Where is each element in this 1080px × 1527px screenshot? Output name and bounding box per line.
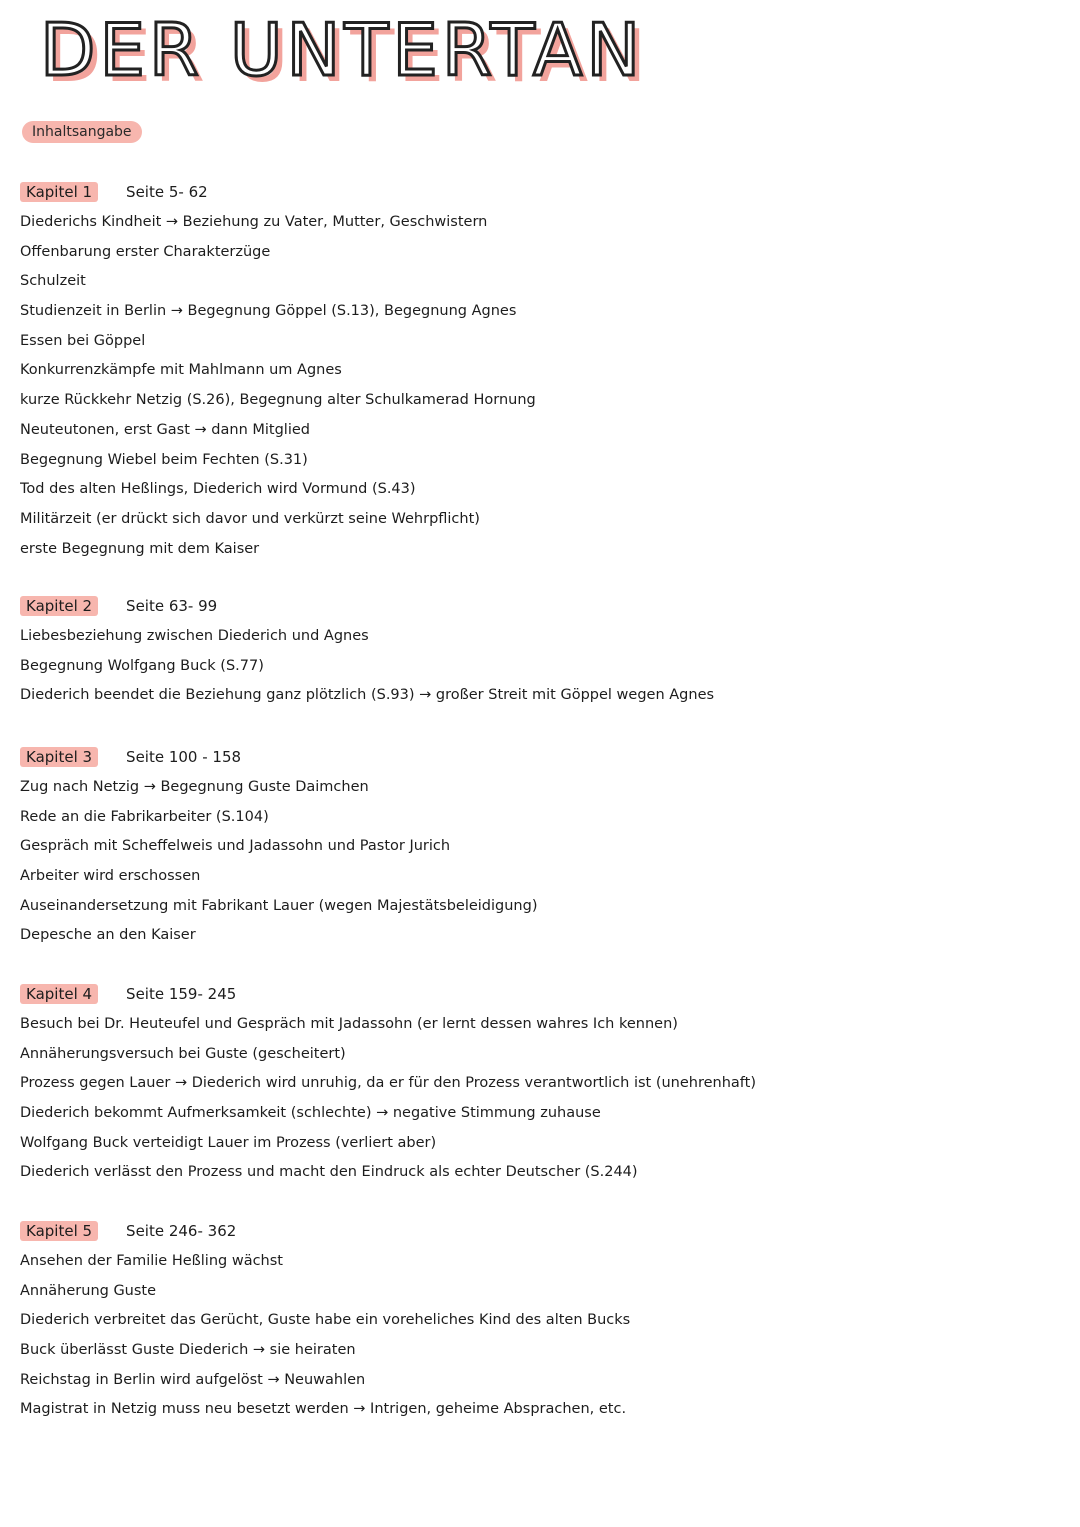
summary-line: Annäherung Guste (20, 1282, 157, 1299)
summary-line: kurze Rückkehr Netzig (S.26), Begegnung alter Schulkamerad Hornung (20, 392, 536, 409)
summary-line: Buck überlässt Guste Diederich → sie heiraten (20, 1342, 356, 1359)
summary-line: Begegnung Wiebel beim Fechten (S.31) (20, 451, 308, 468)
chapter-header (20, 180, 1060, 204)
chapter-summary-list (20, 1247, 1060, 1425)
chapter-page-range: Seite 100 - 158 (126, 748, 242, 766)
summary-line: Militärzeit (er drückt sich davor und verkürzt seine Wehrpflicht) (20, 510, 480, 527)
summary-line: Rede an die Fabrikarbeiter (S.104) (20, 808, 269, 825)
summary-line: Besuch bei Dr. Heuteufel und Gespräch mit Jadassohn (er lernt dessen wahres Ich kennen) (20, 1016, 678, 1032)
summary-line: Zug nach Netzig → Begegnung Guste Daimchen (20, 779, 369, 795)
summary-line: Auseinandersetzung mit Fabrikant Lauer (wegen Majestätsbeleidigung) (20, 897, 538, 914)
chapter-header (20, 982, 1060, 1006)
summary-line: Diederich verbreitet das Gerücht, Guste habe ein voreheliches Kind des alten Bucks (20, 1312, 631, 1329)
chapter-summary-list (20, 1010, 1060, 1188)
chapter-summary-list (20, 773, 1060, 951)
chapter-summary-list (20, 208, 1060, 564)
summary-line: Annäherungsversuch bei Guste (gescheitert) (20, 1045, 346, 1062)
summary-line: Magistrat in Netzig muss neu besetzt werden → Intrigen, geheime Absprachen, etc. (20, 1401, 627, 1418)
chapter-label: Kapitel 3 (20, 747, 98, 767)
summary-line: Wolfgang Buck verteidigt Lauer im Prozess (verliert aber) (20, 1134, 437, 1151)
chapter-label: Kapitel 1 (20, 182, 98, 202)
chapter-2 (20, 594, 1060, 711)
summary-line: Gespräch mit Scheffelweis und Jadassohn und Pastor Jurich (20, 838, 451, 855)
summary-line: Konkurrenzkämpfe mit Mahlmann um Agnes (20, 362, 342, 379)
chapter-1 (20, 180, 1060, 564)
page-title: DER UNTERTAN (40, 8, 645, 92)
chapter-page-range: Seite 63- 99 (126, 597, 218, 615)
summary-line: Diederich bekommt Aufmerksamkeit (schlechte) → negative Stimmung zuhause (20, 1105, 601, 1122)
chapter-header (20, 1219, 1060, 1243)
chapter-label: Kapitel 5 (20, 1221, 98, 1241)
summary-line: Essen bei Göppel (20, 332, 146, 349)
summary-line: Prozess gegen Lauer → Diederich wird unruhig, da er für den Prozess verantwortlich ist (unehrenhaft) (20, 1075, 756, 1092)
chapter-4 (20, 982, 1060, 1188)
summary-line: Reichstag in Berlin wird aufgelöst → Neuwahlen (20, 1371, 366, 1388)
summary-line: Neuteutonen, erst Gast → dann Mitglied (20, 421, 310, 438)
summary-line: Diederich verlässt den Prozess und macht den Eindruck als echter Deutscher (S.244) (20, 1164, 638, 1181)
chapter-page-range: Seite 246- 362 (126, 1222, 237, 1240)
chapter-summary-list (20, 622, 1060, 711)
summary-line: Arbeiter wird erschossen (20, 868, 201, 885)
chapter-page-range: Seite 159- 245 (126, 985, 237, 1003)
summary-line: Liebesbeziehung zwischen Diederich und Agnes (20, 628, 369, 644)
summary-line: Begegnung Wolfgang Buck (S.77) (20, 657, 264, 674)
summary-line: Depesche an den Kaiser (20, 927, 196, 944)
summary-line: Schulzeit (20, 273, 86, 290)
chapter-page-range: Seite 5- 62 (126, 183, 208, 201)
summary-line: Diederich beendet die Beziehung ganz plötzlich (S.93) → großer Streit mit Göppel wegen Agnes (20, 687, 715, 704)
chapter-header (20, 594, 1060, 618)
chapter-header (20, 745, 1060, 769)
summary-line: Tod des alten Heßlings, Diederich wird Vormund (S.43) (20, 481, 416, 498)
title-block (40, 10, 644, 90)
summary-line: Studienzeit in Berlin → Begegnung Göppel (S.13), Begegnung Agnes (20, 303, 517, 320)
summary-line: erste Begegnung mit dem Kaiser (20, 540, 260, 557)
summary-line: Offenbarung erster Charakterzüge (20, 243, 271, 260)
chapter-label: Kapitel 4 (20, 984, 98, 1004)
chapter-label: Kapitel 2 (20, 596, 98, 616)
chapter-3 (20, 745, 1060, 951)
subtitle-badge: Inhaltsangabe (22, 121, 142, 143)
chapter-5 (20, 1219, 1060, 1425)
summary-line: Ansehen der Familie Heßling wächst (20, 1253, 283, 1269)
summary-line: Diederichs Kindheit → Beziehung zu Vater, Mutter, Geschwistern (20, 214, 488, 230)
